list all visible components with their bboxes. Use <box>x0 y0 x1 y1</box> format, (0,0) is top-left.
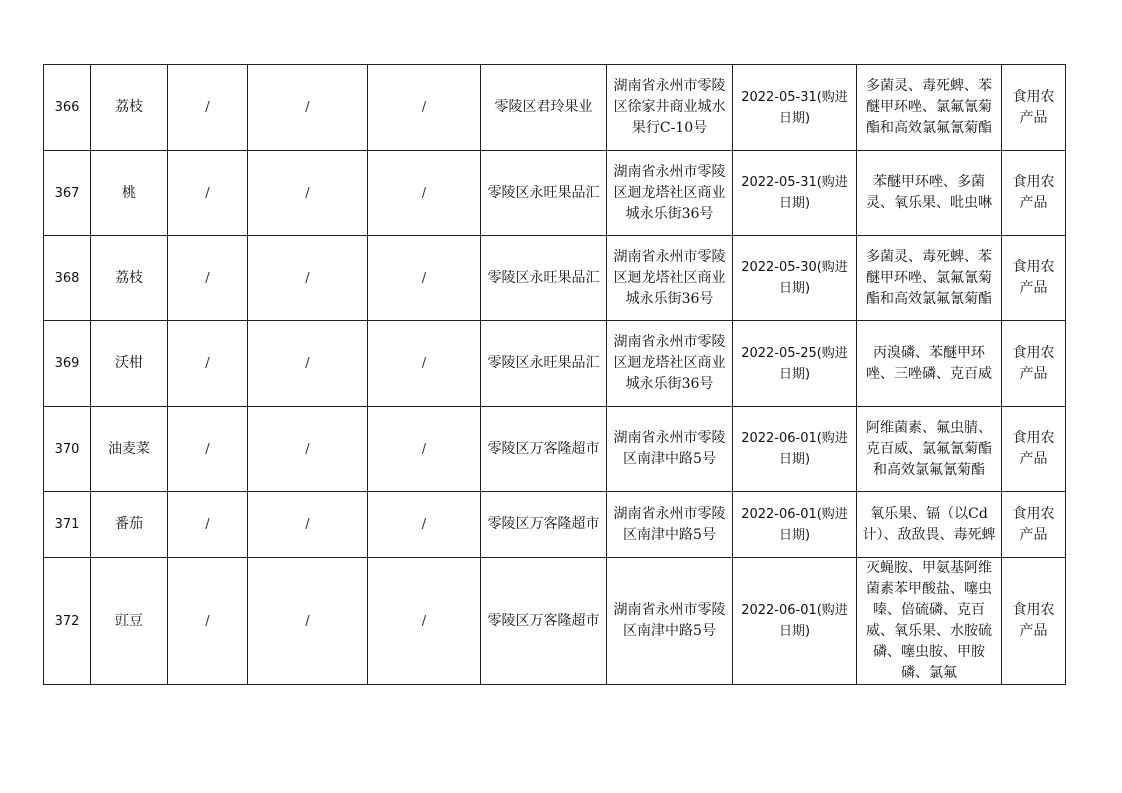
table-row <box>44 492 1066 558</box>
category: 食用农产品 <box>1002 558 1066 685</box>
empty-cell: / <box>168 407 248 492</box>
category: 食用农产品 <box>1002 407 1066 492</box>
store-address: 湖南省永州市零陵区南津中路5号 <box>607 407 733 492</box>
empty-cell: / <box>168 492 248 558</box>
test-items: 灭蝇胺、甲氨基阿维菌素苯甲酸盐、噻虫嗪、倍硫磷、克百威、氧乐果、水胺硫磷、噻虫胺、甲胺磷、氯氟 <box>866 560 992 681</box>
store-name: 零陵区万客隆超市 <box>481 558 607 685</box>
store-address: 湖南省永州市零陵区迴龙塔社区商业城永乐街36号 <box>607 151 733 236</box>
product-name: 油麦菜 <box>91 407 168 492</box>
empty-cell: / <box>168 321 248 407</box>
purchase-date: 2022-06-01(购进日期) <box>733 558 857 685</box>
table-row <box>44 407 1066 492</box>
empty-cell: / <box>368 151 481 236</box>
product-name: 番茄 <box>91 492 168 558</box>
row-number: 370 <box>44 407 91 492</box>
store-address: 湖南省永州市零陵区南津中路5号 <box>607 492 733 558</box>
table-row <box>44 151 1066 236</box>
row-number: 368 <box>44 236 91 321</box>
category: 食用农产品 <box>1002 65 1066 151</box>
product-name: 桃 <box>91 151 168 236</box>
purchase-date: 2022-06-01(购进日期) <box>733 492 857 558</box>
purchase-date: 2022-05-25(购进日期) <box>733 321 857 407</box>
empty-cell: / <box>248 236 368 321</box>
category: 食用农产品 <box>1002 492 1066 558</box>
row-number: 372 <box>44 558 91 685</box>
empty-cell: / <box>248 407 368 492</box>
test-items: 多菌灵、毒死蜱、苯醚甲环唑、氯氟氰菊酯和高效氯氟氰菊酯 <box>857 236 1002 321</box>
test-items: 阿维菌素、氟虫腈、克百威、氯氟氰菊酯和高效氯氟氰菊酯 <box>857 407 1002 492</box>
empty-cell: / <box>248 321 368 407</box>
empty-cell: / <box>248 65 368 151</box>
test-items: 苯醚甲环唑、多菌灵、氧乐果、吡虫啉 <box>857 151 1002 236</box>
purchase-date: 2022-05-31(购进日期) <box>733 151 857 236</box>
empty-cell: / <box>248 151 368 236</box>
empty-cell: / <box>368 65 481 151</box>
test-items-cell <box>857 558 1002 685</box>
empty-cell: / <box>368 558 481 685</box>
empty-cell: / <box>248 492 368 558</box>
category: 食用农产品 <box>1002 151 1066 236</box>
store-address: 湖南省永州市零陵区迴龙塔社区商业城永乐街36号 <box>607 321 733 407</box>
purchase-date: 2022-05-30(购进日期) <box>733 236 857 321</box>
empty-cell: / <box>168 65 248 151</box>
empty-cell: / <box>368 492 481 558</box>
product-name: 豇豆 <box>91 558 168 685</box>
empty-cell: / <box>168 558 248 685</box>
store-address: 湖南省永州市零陵区徐家井商业城水果行C-10号 <box>607 65 733 151</box>
product-name: 沃柑 <box>91 321 168 407</box>
row-number: 367 <box>44 151 91 236</box>
store-name: 零陵区万客隆超市 <box>481 407 607 492</box>
empty-cell: / <box>168 151 248 236</box>
test-items: 氧乐果、镉（以Cd计）、敌敌畏、毒死蜱 <box>857 492 1002 558</box>
row-number: 369 <box>44 321 91 407</box>
store-name: 零陵区永旺果品汇 <box>481 151 607 236</box>
store-address: 湖南省永州市零陵区迴龙塔社区商业城永乐街36号 <box>607 236 733 321</box>
inspection-table <box>43 64 1066 685</box>
empty-cell: / <box>368 407 481 492</box>
table-row <box>44 236 1066 321</box>
table-row <box>44 65 1066 151</box>
table-row <box>44 321 1066 407</box>
row-number: 371 <box>44 492 91 558</box>
category: 食用农产品 <box>1002 236 1066 321</box>
store-address: 湖南省永州市零陵区南津中路5号 <box>607 558 733 685</box>
purchase-date: 2022-05-31(购进日期) <box>733 65 857 151</box>
category: 食用农产品 <box>1002 321 1066 407</box>
empty-cell: / <box>248 558 368 685</box>
test-items: 多菌灵、毒死蜱、苯醚甲环唑、氯氟氰菊酯和高效氯氟氰菊酯 <box>857 65 1002 151</box>
empty-cell: / <box>168 236 248 321</box>
store-name: 零陵区永旺果品汇 <box>481 321 607 407</box>
store-name: 零陵区君玲果业 <box>481 65 607 151</box>
row-number: 366 <box>44 65 91 151</box>
table-row <box>44 558 1066 685</box>
product-name: 荔枝 <box>91 236 168 321</box>
store-name: 零陵区永旺果品汇 <box>481 236 607 321</box>
test-items: 丙溴磷、苯醚甲环唑、三唑磷、克百威 <box>857 321 1002 407</box>
product-name: 荔枝 <box>91 65 168 151</box>
empty-cell: / <box>368 321 481 407</box>
store-name: 零陵区万客隆超市 <box>481 492 607 558</box>
purchase-date: 2022-06-01(购进日期) <box>733 407 857 492</box>
empty-cell: / <box>368 236 481 321</box>
